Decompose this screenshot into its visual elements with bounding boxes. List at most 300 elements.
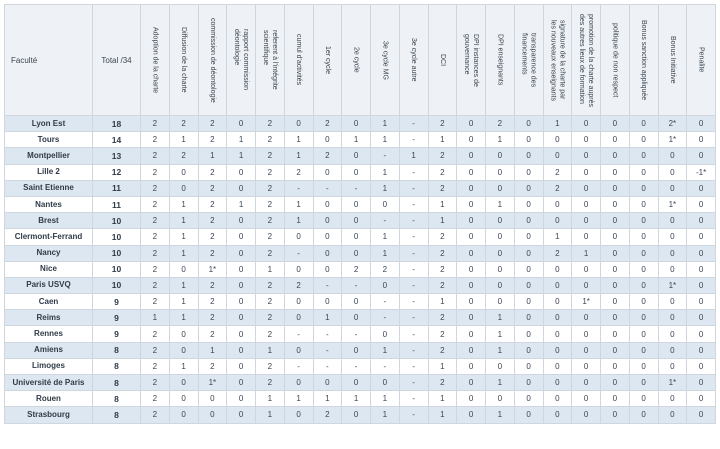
score-cell: 0: [572, 116, 601, 132]
score-cell: 0: [687, 180, 716, 196]
score-cell: 0: [342, 229, 371, 245]
total-score: 11: [93, 196, 141, 212]
score-cell: 0: [457, 132, 486, 148]
score-cell: 0: [543, 132, 572, 148]
score-cell: 0: [486, 391, 515, 407]
score-cell: 2: [141, 196, 170, 212]
score-cell: -: [399, 196, 428, 212]
criterion-header: [428, 5, 457, 116]
score-cell: 1*: [658, 375, 687, 391]
score-cell: 2: [256, 164, 285, 180]
score-cell: -: [313, 342, 342, 358]
score-cell: 2: [198, 213, 227, 229]
score-cell: 0: [687, 245, 716, 261]
table-row: [5, 375, 716, 391]
score-cell: 2: [198, 132, 227, 148]
table-row: [5, 358, 716, 374]
score-cell: 1: [313, 391, 342, 407]
score-cell: 2: [256, 229, 285, 245]
score-cell: 0: [629, 375, 658, 391]
score-cell: 2: [543, 180, 572, 196]
ranking-table: [4, 4, 716, 424]
score-cell: 0: [601, 180, 630, 196]
score-cell: 0: [342, 294, 371, 310]
score-cell: 1: [169, 358, 198, 374]
total-score: 12: [93, 164, 141, 180]
criterion-header: [658, 5, 687, 116]
score-cell: 2: [428, 375, 457, 391]
score-cell: 0: [342, 148, 371, 164]
score-cell: -: [399, 358, 428, 374]
score-cell: 2: [198, 180, 227, 196]
total-score: 8: [93, 391, 141, 407]
criterion-label: commission de déontologie: [208, 17, 216, 103]
criterion-header: [514, 5, 543, 116]
score-cell: 0: [687, 116, 716, 132]
score-cell: -: [371, 213, 400, 229]
score-cell: 0: [629, 326, 658, 342]
score-cell: 1*: [198, 375, 227, 391]
score-cell: 1*: [572, 294, 601, 310]
score-cell: 1: [371, 180, 400, 196]
score-cell: 1: [284, 148, 313, 164]
score-cell: 1: [227, 132, 256, 148]
score-cell: 2: [141, 294, 170, 310]
score-cell: 2: [428, 245, 457, 261]
score-cell: 2: [256, 116, 285, 132]
score-cell: 2: [428, 180, 457, 196]
score-cell: -: [399, 213, 428, 229]
score-cell: -: [371, 294, 400, 310]
score-cell: 1: [486, 407, 515, 423]
score-cell: 1: [486, 132, 515, 148]
score-cell: 0: [371, 375, 400, 391]
score-cell: 2: [256, 180, 285, 196]
score-cell: 0: [371, 326, 400, 342]
score-cell: 0: [601, 116, 630, 132]
score-cell: 0: [457, 342, 486, 358]
score-cell: 1: [169, 245, 198, 261]
score-cell: 2: [313, 116, 342, 132]
faculty-name: Montpellier: [5, 148, 93, 164]
score-cell: 0: [658, 391, 687, 407]
score-cell: 0: [371, 196, 400, 212]
criterion-label: Bonus sanction appliquée: [640, 19, 648, 101]
score-cell: 0: [658, 245, 687, 261]
score-cell: 0: [457, 407, 486, 423]
score-cell: 0: [658, 407, 687, 423]
score-cell: 0: [514, 375, 543, 391]
score-cell: 2: [428, 148, 457, 164]
score-cell: 0: [629, 213, 658, 229]
score-cell: -: [371, 148, 400, 164]
score-cell: 1: [399, 148, 428, 164]
score-cell: -: [313, 180, 342, 196]
criterion-label: Diffusion de la charte: [180, 27, 188, 93]
score-cell: 1: [169, 132, 198, 148]
score-cell: 0: [572, 180, 601, 196]
score-cell: 0: [457, 196, 486, 212]
score-cell: 0: [227, 326, 256, 342]
table-row: [5, 277, 716, 293]
score-cell: 2: [428, 164, 457, 180]
score-cell: 1: [371, 342, 400, 358]
score-cell: 0: [227, 277, 256, 293]
total-score: 9: [93, 310, 141, 326]
score-cell: 0: [227, 116, 256, 132]
score-cell: 1: [371, 407, 400, 423]
criterion-header: [227, 5, 256, 116]
score-cell: 0: [457, 213, 486, 229]
score-cell: 0: [629, 277, 658, 293]
criterion-label: 3e cycle autre: [410, 38, 418, 82]
criterion-label: transparence des financements: [520, 32, 537, 88]
score-cell: 1*: [198, 261, 227, 277]
faculty-name: Paris USVQ: [5, 277, 93, 293]
total-score: 8: [93, 342, 141, 358]
score-cell: -: [313, 358, 342, 374]
score-cell: 2: [141, 180, 170, 196]
score-cell: 1: [256, 261, 285, 277]
score-cell: 2: [543, 164, 572, 180]
criterion-header: [687, 5, 716, 116]
faculty-name: Nantes: [5, 196, 93, 212]
score-cell: 0: [284, 407, 313, 423]
score-cell: 0: [457, 116, 486, 132]
score-cell: 2: [256, 294, 285, 310]
score-cell: 1: [572, 245, 601, 261]
score-cell: 2: [141, 261, 170, 277]
table-row: [5, 294, 716, 310]
score-cell: 1: [371, 391, 400, 407]
score-cell: 1*: [658, 196, 687, 212]
score-cell: 0: [514, 196, 543, 212]
criterion-header: [629, 5, 658, 116]
score-cell: -1*: [687, 164, 716, 180]
score-cell: 0: [687, 196, 716, 212]
criterion-header: [543, 5, 572, 116]
score-cell: 1: [169, 229, 198, 245]
criterion-label: Adoption de la charte: [151, 26, 159, 94]
score-cell: 1: [486, 326, 515, 342]
score-cell: 2: [141, 245, 170, 261]
score-cell: 0: [457, 358, 486, 374]
score-cell: 2: [141, 213, 170, 229]
table-row: [5, 391, 716, 407]
score-cell: 0: [687, 229, 716, 245]
table-row: [5, 148, 716, 164]
table-row: [5, 310, 716, 326]
score-cell: 0: [601, 358, 630, 374]
score-cell: 0: [658, 261, 687, 277]
score-cell: 0: [457, 310, 486, 326]
score-cell: 0: [601, 391, 630, 407]
score-cell: 0: [601, 375, 630, 391]
score-cell: 0: [514, 132, 543, 148]
score-cell: 0: [601, 132, 630, 148]
score-cell: 1: [169, 277, 198, 293]
score-cell: 0: [572, 407, 601, 423]
score-cell: 2: [543, 245, 572, 261]
score-cell: 0: [486, 261, 515, 277]
table-row: [5, 132, 716, 148]
score-cell: 1: [169, 294, 198, 310]
table-row: [5, 229, 716, 245]
score-cell: -: [399, 342, 428, 358]
score-cell: 0: [543, 196, 572, 212]
score-cell: -: [313, 326, 342, 342]
score-cell: 0: [543, 391, 572, 407]
score-cell: 0: [601, 148, 630, 164]
score-cell: 0: [227, 180, 256, 196]
score-cell: 0: [629, 245, 658, 261]
faculty-name: Lille 2: [5, 164, 93, 180]
table-row: [5, 196, 716, 212]
score-cell: 0: [169, 342, 198, 358]
score-cell: 0: [658, 310, 687, 326]
score-cell: 0: [658, 213, 687, 229]
score-cell: 0: [284, 342, 313, 358]
score-cell: 2: [256, 245, 285, 261]
score-cell: 2: [428, 229, 457, 245]
score-cell: 0: [572, 148, 601, 164]
score-cell: -: [399, 116, 428, 132]
score-cell: -: [399, 245, 428, 261]
score-cell: 0: [687, 277, 716, 293]
score-cell: -: [284, 326, 313, 342]
table-body: [5, 116, 716, 424]
score-cell: 1: [198, 148, 227, 164]
score-cell: 2*: [658, 116, 687, 132]
score-cell: 2: [141, 407, 170, 423]
score-cell: 1: [486, 310, 515, 326]
score-cell: 0: [198, 407, 227, 423]
faculty-name: Clermont-Ferrand: [5, 229, 93, 245]
faculty-name: Caen: [5, 294, 93, 310]
score-cell: 0: [629, 164, 658, 180]
score-cell: 1: [313, 310, 342, 326]
table-row: [5, 164, 716, 180]
score-cell: 2: [256, 310, 285, 326]
score-cell: 0: [514, 358, 543, 374]
score-cell: 1: [169, 196, 198, 212]
score-cell: 0: [486, 245, 515, 261]
score-cell: 2: [198, 164, 227, 180]
score-cell: 2: [198, 294, 227, 310]
score-cell: 1: [486, 342, 515, 358]
criterion-label: DPI instances de gouvernance: [463, 33, 480, 87]
score-cell: 0: [543, 326, 572, 342]
score-cell: 0: [227, 245, 256, 261]
criterion-label: DCI: [438, 53, 446, 67]
score-cell: 0: [601, 196, 630, 212]
score-cell: 2: [256, 277, 285, 293]
score-cell: 0: [658, 180, 687, 196]
score-cell: -: [371, 310, 400, 326]
score-cell: 0: [572, 229, 601, 245]
score-cell: 0: [629, 180, 658, 196]
score-cell: 2: [198, 277, 227, 293]
score-cell: 0: [601, 261, 630, 277]
score-cell: 2: [169, 148, 198, 164]
score-cell: -: [284, 180, 313, 196]
score-cell: 0: [629, 229, 658, 245]
score-cell: 2: [428, 261, 457, 277]
score-cell: 0: [687, 294, 716, 310]
faculty-name: Nancy: [5, 245, 93, 261]
score-cell: 0: [169, 164, 198, 180]
score-cell: 0: [342, 407, 371, 423]
score-cell: 1: [371, 116, 400, 132]
score-cell: 0: [687, 358, 716, 374]
score-cell: 1: [371, 245, 400, 261]
criterion-header: [198, 5, 227, 116]
score-cell: 0: [342, 375, 371, 391]
total-score: 10: [93, 213, 141, 229]
score-cell: 0: [457, 261, 486, 277]
score-cell: 2: [198, 310, 227, 326]
score-cell: -: [399, 261, 428, 277]
score-cell: 0: [572, 196, 601, 212]
score-cell: 0: [284, 261, 313, 277]
score-cell: 0: [457, 245, 486, 261]
score-cell: 0: [629, 132, 658, 148]
score-cell: 0: [629, 358, 658, 374]
score-cell: 1: [371, 132, 400, 148]
score-cell: 2: [428, 277, 457, 293]
score-cell: 0: [342, 164, 371, 180]
score-cell: 0: [514, 229, 543, 245]
criterion-header: [256, 5, 285, 116]
score-cell: 0: [629, 116, 658, 132]
score-cell: 0: [514, 407, 543, 423]
score-cell: 0: [629, 148, 658, 164]
score-cell: 0: [629, 196, 658, 212]
score-cell: -: [399, 229, 428, 245]
score-cell: 0: [543, 213, 572, 229]
score-cell: 0: [658, 164, 687, 180]
score-cell: 2: [256, 213, 285, 229]
criterion-header: [399, 5, 428, 116]
score-cell: 0: [572, 277, 601, 293]
total-score: 11: [93, 180, 141, 196]
score-cell: 1: [256, 407, 285, 423]
score-cell: 1: [543, 229, 572, 245]
score-cell: 2: [141, 148, 170, 164]
score-cell: 0: [601, 310, 630, 326]
score-cell: 2: [141, 277, 170, 293]
score-cell: 0: [313, 375, 342, 391]
score-cell: 0: [313, 164, 342, 180]
faculty-name: Limoges: [5, 358, 93, 374]
score-cell: 0: [227, 229, 256, 245]
score-cell: 0: [572, 213, 601, 229]
score-cell: 0: [629, 391, 658, 407]
score-cell: 2: [141, 132, 170, 148]
table-row: [5, 261, 716, 277]
score-cell: -: [399, 132, 428, 148]
score-cell: 0: [629, 294, 658, 310]
score-cell: 0: [457, 326, 486, 342]
score-cell: 2: [198, 229, 227, 245]
score-cell: 2: [141, 229, 170, 245]
score-cell: -: [399, 375, 428, 391]
score-cell: -: [399, 310, 428, 326]
score-cell: 0: [457, 277, 486, 293]
score-cell: 2: [256, 148, 285, 164]
score-cell: 1: [342, 132, 371, 148]
total-score: 9: [93, 326, 141, 342]
score-cell: 0: [486, 294, 515, 310]
criterion-label: politique de non respect: [611, 22, 619, 98]
score-cell: 2: [141, 164, 170, 180]
score-cell: 1: [284, 132, 313, 148]
score-cell: 0: [572, 375, 601, 391]
score-cell: 1: [169, 213, 198, 229]
score-cell: 1: [284, 391, 313, 407]
score-cell: 0: [342, 245, 371, 261]
score-cell: 0: [514, 116, 543, 132]
score-cell: 0: [486, 229, 515, 245]
score-cell: -: [313, 277, 342, 293]
score-cell: 0: [313, 196, 342, 212]
criterion-label: referent à l'intégrite scientifique: [261, 30, 278, 90]
score-cell: 0: [658, 342, 687, 358]
score-cell: 2: [198, 358, 227, 374]
total-score: 8: [93, 375, 141, 391]
score-cell: 0: [572, 342, 601, 358]
score-cell: 0: [198, 391, 227, 407]
score-cell: 1: [256, 342, 285, 358]
total-score: 8: [93, 407, 141, 423]
score-cell: 0: [284, 310, 313, 326]
score-cell: 0: [169, 375, 198, 391]
score-cell: 1: [428, 196, 457, 212]
score-cell: 0: [658, 294, 687, 310]
score-cell: 2: [141, 116, 170, 132]
score-cell: 2: [256, 358, 285, 374]
score-cell: 2: [141, 326, 170, 342]
total-score: 8: [93, 358, 141, 374]
score-cell: 2: [428, 342, 457, 358]
score-cell: 0: [313, 213, 342, 229]
score-cell: 1: [428, 213, 457, 229]
table-row: [5, 213, 716, 229]
criterion-label: signature de la charte par les nouveaux enseignants: [549, 19, 566, 101]
table-row: [5, 326, 716, 342]
score-cell: 2: [486, 116, 515, 132]
score-cell: 1*: [658, 277, 687, 293]
score-cell: 1: [428, 294, 457, 310]
score-cell: 0: [227, 164, 256, 180]
criterion-header: [342, 5, 371, 116]
score-cell: 2: [284, 277, 313, 293]
score-cell: 0: [687, 375, 716, 391]
score-cell: 2: [198, 326, 227, 342]
total-score: 9: [93, 294, 141, 310]
score-cell: 0: [658, 326, 687, 342]
score-cell: 0: [543, 261, 572, 277]
total-score: 14: [93, 132, 141, 148]
score-cell: 2: [141, 342, 170, 358]
score-cell: 0: [342, 310, 371, 326]
score-cell: 0: [169, 391, 198, 407]
score-cell: 0: [486, 277, 515, 293]
score-cell: 0: [687, 148, 716, 164]
criterion-label: 1er cycle: [323, 45, 331, 74]
score-cell: 2: [169, 116, 198, 132]
score-cell: 0: [629, 407, 658, 423]
